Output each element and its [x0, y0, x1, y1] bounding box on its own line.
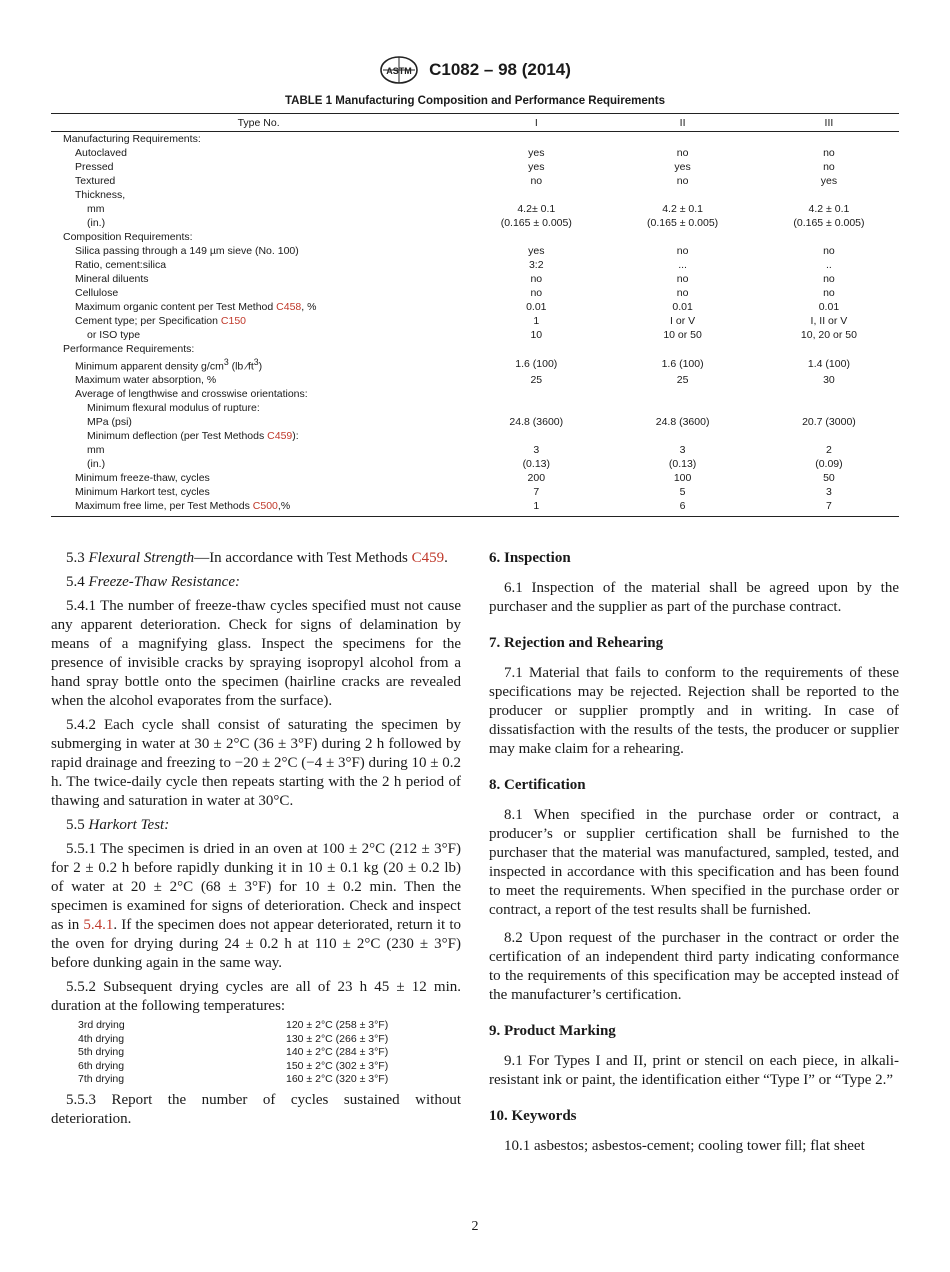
paragraph-5-4-2: 5.4.2 Each cycle shall consist of saturating the specimen by submerging in water at 30 ± 2°C (36 ± 3°F) during 2 h followed by rapid drainage and freezing to −20 ± 2°C (−4 ± 3°F) during 10 ± 0.2 h. The twice-daily cycle then repeats starting with the 2 h period of thawing and saturation in water at 30°C.: [51, 717, 461, 809]
table-header-row: [51, 114, 899, 132]
p53-number: 5.3: [66, 550, 89, 566]
row-label: Minimum flexural modulus of rupture:: [87, 402, 260, 414]
header-type-1: I: [466, 114, 606, 132]
heading-certification: 8. Certification: [489, 777, 586, 793]
row-value-type-1: (0.165 ± 0.005): [500, 216, 572, 229]
table-row: [51, 472, 899, 486]
row-value-type-1: [466, 402, 606, 416]
right-column: [489, 549, 899, 1161]
row-value-type-3: 4.2 ± 0.1: [808, 202, 850, 215]
table-row: [51, 188, 899, 202]
row-value-type-2: 3: [679, 444, 686, 456]
heading-rejection: 7. Rejection and Rehearing: [489, 635, 664, 651]
table-row: [51, 416, 899, 430]
drying-temperature: 130 ± 2°C (266 ± 3°F): [286, 1032, 389, 1045]
paragraph-5-3: [51, 549, 461, 568]
drying-name: 7th drying: [78, 1073, 125, 1086]
paragraph-5-5-1: [51, 840, 461, 973]
superscript: 3: [223, 357, 229, 367]
page-header: [0, 55, 950, 85]
row-value-type-2: 5: [679, 486, 686, 498]
row-value-type-1: 200: [527, 472, 546, 484]
standard-link[interactable]: C458: [276, 300, 302, 313]
standard-link[interactable]: C500: [252, 500, 278, 512]
row-value-type-2: 6: [606, 500, 759, 517]
row-value-type-1: 25: [530, 374, 543, 386]
row-value-type-3: 0.01: [818, 300, 840, 313]
row-value-type-3: [759, 388, 899, 402]
row-label-text: ):: [292, 430, 299, 442]
p54-title: Freeze-Thaw Resistance:: [88, 574, 240, 590]
table-row: [51, 216, 899, 230]
table-row: [51, 202, 899, 216]
superscript: 3: [253, 357, 259, 367]
table-row: [51, 374, 899, 388]
row-value-type-3: no: [823, 272, 835, 285]
row-value-type-1: (0.13): [522, 458, 550, 470]
row-label: Mineral diluents: [75, 272, 149, 285]
drying-row: [78, 1073, 388, 1087]
header-type-2: II: [606, 114, 759, 132]
row-value-type-1: yes: [528, 244, 545, 257]
table-row: [51, 388, 899, 402]
row-value-type-3: [759, 430, 899, 444]
table-row: [51, 356, 899, 374]
row-value-type-2: [606, 230, 759, 244]
row-label: Maximum water absorption, %: [75, 374, 217, 386]
row-label: MPa (psi): [87, 416, 132, 428]
row-label-text: , %: [301, 300, 317, 313]
table-row: [51, 300, 899, 314]
row-value-type-2: yes: [674, 160, 691, 173]
row-value-type-3: 7: [759, 500, 899, 517]
row-label-text: Minimum deflection (per Test Methods: [87, 430, 268, 442]
row-value-type-2: I or V: [670, 314, 696, 327]
row-value-type-3: 50: [823, 472, 835, 484]
row-value-type-3: yes: [820, 174, 838, 187]
row-value-type-2: 24.8 (3600): [655, 416, 710, 428]
table-row: [51, 258, 899, 272]
link-5-4-1[interactable]: 5.4.1: [83, 917, 114, 933]
p551-text-a: 5.5.1 The specimen is dried in an oven at 100 ± 2°C (212 ± 3°F) for 2 ± 0.2 h before rapidly dunking it in 10 ± 0.1 kg (20 ± 0.2 lb) of water at 20 ± 2°C (68 ± 3°F) for 10 ± 0.2 min. Then the specimen is examined for signs of deterioration. Check and inspect as in: [51, 841, 461, 933]
table-row: [51, 342, 899, 356]
table-row: [51, 486, 899, 500]
row-label-text: ,%: [277, 500, 291, 512]
drying-temperature: 140 ± 2°C (284 ± 3°F): [286, 1046, 389, 1059]
row-label: [51, 500, 466, 517]
paragraph-6-1: 6.1 Inspection of the material shall be agreed upon by the purchaser and the supplier as part of the purchase contract.: [489, 580, 899, 615]
row-value-type-1: [466, 388, 606, 402]
row-value-type-1: 0.01: [526, 300, 547, 313]
row-label-text: Maximum free lime, per Test Methods: [75, 500, 253, 512]
row-value-type-2: (0.13): [668, 458, 697, 470]
row-label-text: Maximum organic content per Test Method: [75, 300, 277, 313]
row-label: Thickness,: [75, 188, 126, 201]
row-value-type-2: 0.01: [672, 300, 693, 313]
paragraph-5-4-1: 5.4.1 The number of freeze-thaw cycles specified must not cause any apparent deterioration. Check for signs of delamination by means of a magnifying glass. Inspect the specimens for the presence of invisible cracks by spraying isopropyl alcohol from a hand spray bottle onto the specimen (hairline cracks are revealed when the alcohol evaporates from the surface).: [51, 598, 461, 709]
row-value-type-3: (0.09): [815, 458, 843, 470]
p54-number: 5.4: [66, 574, 89, 590]
left-column: [51, 549, 461, 1134]
row-label: mm: [87, 444, 105, 456]
header-type-3: III: [759, 114, 899, 132]
row-value-type-1: no: [530, 174, 543, 187]
row-value-type-1: no: [530, 286, 543, 299]
row-label: (in.): [87, 458, 106, 470]
paragraph-9-1: 9.1 For Types I and II, print or stencil on each piece, in alkali-resistant ink or paint, the identification either “Type I” or “Type 2.”: [489, 1053, 899, 1088]
standard-link[interactable]: C150: [220, 314, 247, 327]
drying-row: [78, 1019, 388, 1033]
row-value-type-2: no: [676, 286, 689, 299]
row-value-type-1: 1.6 (100): [515, 358, 558, 371]
page-number: 2: [471, 1219, 479, 1234]
row-value-type-2: [606, 132, 759, 147]
row-value-type-3: 1.4 (100): [807, 358, 850, 371]
table-row: [51, 314, 899, 328]
astm-logo-icon: [379, 55, 419, 85]
p53-end: .: [444, 550, 448, 566]
row-value-type-1: [466, 430, 606, 444]
heading-product-marking: 9. Product Marking: [489, 1023, 616, 1039]
row-value-type-3: no: [823, 146, 835, 159]
row-label: [51, 356, 466, 374]
table-row: [51, 328, 899, 342]
document-id: C1082 – 98 (2014): [429, 60, 571, 79]
row-value-type-1: 7: [533, 486, 540, 498]
row-value-type-3: no: [823, 160, 835, 173]
row-label: [51, 314, 466, 328]
drying-temperature: 150 ± 2°C (302 ± 3°F): [286, 1059, 389, 1072]
p551-text-b: . If the specimen does not appear deteriorated, return it to the oven for drying during 24 ± 0.2 h at 110 ± 2°C (230 ± 3°F) before dunking again in the same way.: [51, 917, 461, 971]
table-row: [51, 132, 899, 147]
table-row: [51, 146, 899, 160]
drying-row: [78, 1060, 388, 1074]
row-label: Silica passing through a 149 µm sieve (No. 100): [75, 244, 299, 257]
row-value-type-2: (0.165 ± 0.005): [647, 216, 719, 229]
row-value-type-2: [606, 388, 759, 402]
row-value-type-3: ..: [826, 258, 832, 271]
row-label-text: Minimum apparent density g/cm: [75, 360, 224, 373]
link-c459[interactable]: C459: [411, 550, 445, 566]
row-label: Ratio, cement:silica: [75, 258, 167, 271]
row-value-type-1: 10: [530, 328, 543, 341]
row-label: Composition Requirements:: [63, 230, 193, 243]
astm-logo-text: ASTM: [386, 66, 412, 76]
table-row: [51, 458, 899, 472]
row-label: [51, 300, 466, 314]
row-value-type-2: [606, 430, 759, 444]
row-value-type-1: 1: [466, 500, 606, 517]
row-value-type-2: 25: [676, 374, 689, 386]
heading-inspection: 6. Inspection: [489, 550, 571, 566]
row-value-type-3: 20.7 (3000): [802, 416, 856, 428]
table-row: [51, 160, 899, 174]
row-value-type-3: no: [823, 244, 835, 257]
row-value-type-2: 4.2 ± 0.1: [662, 202, 703, 215]
row-value-type-3: (0.165 ± 0.005): [793, 216, 865, 229]
row-value-type-2: no: [676, 146, 689, 159]
row-value-type-1: [466, 230, 606, 244]
row-value-type-1: [466, 132, 606, 147]
paragraph-5-4: [51, 573, 461, 592]
row-label: [51, 430, 466, 444]
paragraph-7-1: 7.1 Material that fails to conform to the requirements of these specifications may be rejected. Rejection shall be reported to the producer or supplier promptly and in writing. In case of dissatisfaction with the results of the tests, the producer or supplier may make claim for a rehearing.: [489, 665, 899, 757]
table-row: [51, 174, 899, 188]
row-label: Average of lengthwise and crosswise orientations:: [75, 388, 308, 400]
row-value-type-2: [606, 188, 759, 202]
row-value-type-3: [759, 132, 899, 147]
row-value-type-1: [466, 188, 606, 202]
row-label-text: Cement type; per Specification: [75, 314, 221, 327]
row-label: (in.): [87, 216, 106, 229]
table-row: [51, 244, 899, 258]
p55-number: 5.5: [66, 817, 89, 833]
standard-link[interactable]: C459: [267, 430, 293, 442]
row-label: Textured: [75, 174, 116, 187]
row-value-type-1: 3: [533, 444, 540, 456]
requirements-table: [51, 113, 899, 517]
table-row: [51, 230, 899, 244]
paragraph-8-2: 8.2 Upon request of the purchaser in the contract or order the certification of an independent third party indicating conformance to the requirements of this specification may be accepted instead of the manufacturer’s certification.: [489, 930, 899, 1003]
row-value-type-3: 3: [826, 486, 832, 498]
row-value-type-2: 100: [673, 472, 692, 484]
drying-row: [78, 1046, 388, 1060]
row-value-type-1: 3:2: [528, 258, 544, 271]
drying-name: 6th drying: [78, 1059, 125, 1072]
paragraph-5-5: [51, 816, 461, 835]
row-value-type-2: [606, 342, 759, 356]
row-value-type-1: yes: [528, 160, 545, 173]
row-value-type-3: 2: [826, 444, 832, 456]
row-value-type-3: I, II or V: [810, 314, 848, 327]
row-value-type-1: [466, 342, 606, 356]
row-label-text: ): [258, 360, 263, 373]
row-value-type-2: no: [676, 174, 689, 187]
drying-temperature: 160 ± 2°C (320 ± 3°F): [286, 1073, 389, 1086]
row-label: Performance Requirements:: [63, 342, 195, 355]
row-value-type-2: no: [676, 272, 689, 285]
row-value-type-3: [759, 342, 899, 356]
drying-row: [78, 1033, 388, 1047]
row-label: Minimum Harkort test, cycles: [75, 486, 210, 498]
row-value-type-3: [759, 188, 899, 202]
paragraph-10-1: 10.1 asbestos; asbestos-cement; cooling tower fill; flat sheet: [504, 1138, 865, 1154]
drying-temperatures-table: [78, 1019, 388, 1087]
row-label-text: (lb ⁄ft: [228, 360, 254, 373]
row-value-type-1: 4.2± 0.1: [517, 202, 556, 215]
row-value-type-1: 1: [533, 314, 540, 327]
header-type-no: Type No.: [51, 114, 466, 132]
p53-text: —In accordance with Test Methods: [194, 550, 412, 566]
row-label: Cellulose: [75, 286, 119, 299]
row-value-type-2: ...: [678, 258, 687, 271]
drying-temperature: 120 ± 2°C (258 ± 3°F): [286, 1019, 389, 1032]
paragraph-5-5-2: 5.5.2 Subsequent drying cycles are all of 23 h 45 ± 12 min. duration at the following temperatures:: [51, 979, 461, 1014]
row-value-type-1: 24.8 (3600): [509, 416, 564, 428]
row-value-type-3: 30: [823, 374, 835, 386]
row-value-type-3: no: [823, 286, 835, 299]
table-title: TABLE 1 Manufacturing Composition and Performance Requirements: [285, 95, 665, 107]
table-row: [51, 402, 899, 416]
row-label: or ISO type: [87, 328, 141, 341]
heading-keywords: 10. Keywords: [489, 1108, 577, 1124]
row-label: Minimum freeze-thaw, cycles: [75, 472, 210, 484]
row-label: Manufacturing Requirements:: [63, 132, 201, 145]
row-value-type-3: [759, 402, 899, 416]
table-row: [51, 500, 899, 517]
p55-title: Harkort Test:: [88, 817, 170, 833]
row-label: Autoclaved: [75, 146, 127, 159]
table-row: [51, 444, 899, 458]
p53-title: Flexural Strength: [88, 550, 195, 566]
row-label: mm: [87, 202, 105, 215]
row-value-type-2: 10 or 50: [663, 328, 702, 341]
paragraph-8-1: 8.1 When specified in the purchase order or contract, a producer’s or supplier certification shall be furnished to the purchaser that the material was manufactured, sampled, tested, and inspected in accordance with this specification and has been found to meet the requirements. When specified in the purchase order or contract, a report of the test results shall be furnished.: [489, 807, 899, 918]
row-value-type-3: 10, 20 or 50: [800, 328, 857, 341]
table-row: [51, 286, 899, 300]
row-value-type-2: no: [676, 244, 689, 257]
drying-name: 3rd drying: [78, 1019, 125, 1032]
row-value-type-1: no: [530, 272, 543, 285]
paragraph-5-5-3: 5.5.3 Report the number of cycles sustained without deterioration.: [51, 1091, 461, 1127]
row-label: Pressed: [75, 160, 114, 173]
table-row: [51, 430, 899, 444]
row-value-type-2: 1.6 (100): [661, 358, 704, 371]
table-row: [51, 272, 899, 286]
row-value-type-3: [759, 230, 899, 244]
drying-name: 5th drying: [78, 1046, 125, 1059]
row-value-type-2: [606, 402, 759, 416]
drying-name: 4th drying: [78, 1032, 125, 1045]
row-value-type-1: yes: [528, 146, 545, 159]
